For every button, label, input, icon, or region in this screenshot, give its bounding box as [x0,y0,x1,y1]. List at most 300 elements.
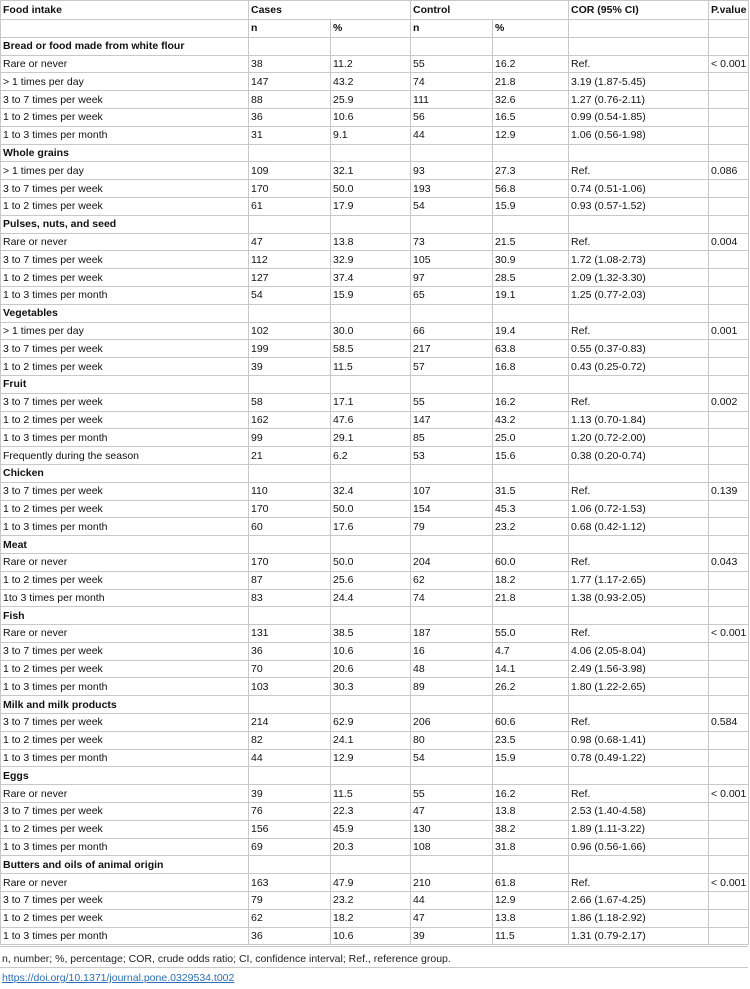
pvalue [709,749,749,767]
cases-n: 127 [249,269,331,287]
control-pct: 61.8 [493,874,569,892]
control-n: 111 [411,91,493,109]
food-item: 1 to 3 times per month [1,678,249,696]
cases-pct: 30.0 [331,322,411,340]
cor: 0.78 (0.49-1.22) [569,749,709,767]
cases-n: 76 [249,803,331,821]
cor: 2.66 (1.67-4.25) [569,892,709,910]
control-n: 147 [411,411,493,429]
empty-cell [331,37,411,55]
cases-pct: 15.9 [331,286,411,304]
cases-pct: 38.5 [331,625,411,643]
subheader-cases-n: n [249,20,331,38]
divider [0,967,748,968]
food-item: > 1 times per day [1,162,249,180]
cor: 0.43 (0.25-0.72) [569,358,709,376]
cor: Ref. [569,874,709,892]
cases-pct: 18.2 [331,909,411,927]
cases-n: 31 [249,126,331,144]
table-row [1,269,749,287]
table-row [1,571,749,589]
cases-pct: 50.0 [331,500,411,518]
control-n: 53 [411,447,493,465]
cor: Ref. [569,393,709,411]
cases-n: 39 [249,785,331,803]
cases-pct: 10.6 [331,108,411,126]
food-item: 1 to 2 times per week [1,571,249,589]
table-row [1,233,749,251]
subheader-blank [709,20,749,38]
table-row [1,447,749,465]
header-pvalue: P.value [709,1,749,20]
control-pct: 15.9 [493,749,569,767]
control-n: 97 [411,269,493,287]
empty-cell [249,536,331,554]
cor: Ref. [569,162,709,180]
control-pct: 21.8 [493,73,569,91]
empty-cell [493,696,569,714]
table-row [1,91,749,109]
pvalue [709,589,749,607]
pvalue: 0.584 [709,714,749,732]
control-n: 62 [411,571,493,589]
control-n: 108 [411,838,493,856]
cases-pct: 32.4 [331,482,411,500]
cases-n: 83 [249,589,331,607]
cases-pct: 25.9 [331,91,411,109]
food-item: 3 to 7 times per week [1,482,249,500]
pvalue [709,892,749,910]
control-pct: 43.2 [493,411,569,429]
control-n: 55 [411,55,493,73]
food-item: 1 to 2 times per week [1,660,249,678]
empty-cell [709,767,749,785]
subheader-control-pct: % [493,20,569,38]
cor: 0.74 (0.51-1.06) [569,180,709,198]
empty-cell [249,464,331,482]
food-item: 1 to 3 times per month [1,518,249,536]
pvalue [709,678,749,696]
pvalue [709,447,749,465]
table-row [1,589,749,607]
control-pct: 4.7 [493,642,569,660]
pvalue [709,269,749,287]
food-item: 1 to 2 times per week [1,500,249,518]
food-item: Rare or never [1,874,249,892]
control-pct: 60.0 [493,553,569,571]
cor: 1.31 (0.79-2.17) [569,927,709,945]
empty-cell [709,464,749,482]
empty-cell [709,37,749,55]
empty-cell [569,607,709,625]
empty-cell [249,856,331,874]
cases-pct: 17.1 [331,393,411,411]
empty-cell [569,856,709,874]
pvalue [709,180,749,198]
empty-cell [249,607,331,625]
food-item: 3 to 7 times per week [1,892,249,910]
control-n: 93 [411,162,493,180]
cases-n: 131 [249,625,331,643]
food-item: 1 to 3 times per month [1,429,249,447]
category-title: Eggs [1,767,249,785]
control-n: 54 [411,749,493,767]
cor: 1.72 (1.08-2.73) [569,251,709,269]
cases-n: 199 [249,340,331,358]
cor: 3.19 (1.87-5.45) [569,73,709,91]
empty-cell [493,304,569,322]
table-row [1,660,749,678]
cases-n: 99 [249,429,331,447]
control-pct: 63.8 [493,340,569,358]
empty-cell [411,375,493,393]
subheader-cases-pct: % [331,20,411,38]
control-pct: 38.2 [493,820,569,838]
pvalue [709,820,749,838]
pvalue: 0.043 [709,553,749,571]
control-pct: 21.5 [493,233,569,251]
cor: 0.55 (0.37-0.83) [569,340,709,358]
table-row [1,678,749,696]
empty-cell [249,375,331,393]
control-n: 79 [411,518,493,536]
cor: 1.80 (1.22-2.65) [569,678,709,696]
empty-cell [709,607,749,625]
food-item: 1 to 3 times per month [1,838,249,856]
control-pct: 27.3 [493,162,569,180]
pvalue [709,803,749,821]
cases-n: 112 [249,251,331,269]
table-row [1,162,749,180]
cases-n: 36 [249,108,331,126]
cases-pct: 23.2 [331,892,411,910]
table-row [1,429,749,447]
cases-pct: 10.6 [331,642,411,660]
empty-cell [569,215,709,233]
empty-cell [331,856,411,874]
cases-n: 38 [249,55,331,73]
food-item: Rare or never [1,553,249,571]
control-pct: 60.6 [493,714,569,732]
pvalue [709,838,749,856]
category-row [1,37,749,55]
category-row [1,464,749,482]
control-pct: 30.9 [493,251,569,269]
control-pct: 11.5 [493,927,569,945]
pvalue: < 0.001 [709,625,749,643]
cases-n: 82 [249,731,331,749]
control-pct: 19.4 [493,322,569,340]
subheader-control-n: n [411,20,493,38]
cases-n: 62 [249,909,331,927]
table-row [1,642,749,660]
cases-pct: 11.5 [331,785,411,803]
cases-n: 156 [249,820,331,838]
pvalue [709,429,749,447]
empty-cell [569,696,709,714]
cor: Ref. [569,322,709,340]
empty-cell [709,375,749,393]
table-row [1,180,749,198]
cases-pct: 11.2 [331,55,411,73]
cor: Ref. [569,482,709,500]
control-n: 55 [411,393,493,411]
food-item: 1 to 2 times per week [1,411,249,429]
empty-cell [569,536,709,554]
control-pct: 21.8 [493,589,569,607]
food-item: 1 to 3 times per month [1,286,249,304]
pvalue [709,91,749,109]
control-n: 206 [411,714,493,732]
cases-pct: 20.3 [331,838,411,856]
pvalue: 0.004 [709,233,749,251]
empty-cell [493,37,569,55]
cases-pct: 20.6 [331,660,411,678]
table-row [1,340,749,358]
category-title: Vegetables [1,304,249,322]
category-title: Milk and milk products [1,696,249,714]
cases-pct: 24.4 [331,589,411,607]
cases-pct: 24.1 [331,731,411,749]
cor: 2.49 (1.56-3.98) [569,660,709,678]
food-item: 3 to 7 times per week [1,91,249,109]
subheader-blank [1,20,249,38]
empty-cell [331,144,411,162]
pvalue [709,73,749,91]
table-row [1,322,749,340]
cases-n: 54 [249,286,331,304]
table-row [1,358,749,376]
cases-n: 88 [249,91,331,109]
cases-n: 162 [249,411,331,429]
table-row [1,286,749,304]
table-row [1,108,749,126]
cases-pct: 22.3 [331,803,411,821]
empty-cell [569,304,709,322]
pvalue: 0.001 [709,322,749,340]
control-n: 130 [411,820,493,838]
cor: 0.98 (0.68-1.41) [569,731,709,749]
header-row [1,1,749,20]
empty-cell [249,144,331,162]
cor: 1.20 (0.72-2.00) [569,429,709,447]
cases-pct: 13.8 [331,233,411,251]
empty-cell [331,607,411,625]
table-row [1,838,749,856]
empty-cell [569,767,709,785]
control-pct: 56.8 [493,180,569,198]
control-pct: 13.8 [493,803,569,821]
table-row [1,411,749,429]
category-title: Meat [1,536,249,554]
cases-n: 61 [249,197,331,215]
control-pct: 19.1 [493,286,569,304]
pvalue: < 0.001 [709,55,749,73]
empty-cell [709,304,749,322]
control-pct: 25.0 [493,429,569,447]
table-body [1,37,749,945]
cases-pct: 17.6 [331,518,411,536]
cor: Ref. [569,714,709,732]
control-n: 187 [411,625,493,643]
cor: Ref. [569,233,709,251]
cases-n: 58 [249,393,331,411]
control-pct: 16.2 [493,55,569,73]
empty-cell [411,856,493,874]
cases-pct: 45.9 [331,820,411,838]
pvalue [709,126,749,144]
control-pct: 45.3 [493,500,569,518]
pvalue: < 0.001 [709,785,749,803]
cor: 4.06 (2.05-8.04) [569,642,709,660]
food-item: 3 to 7 times per week [1,393,249,411]
cases-pct: 50.0 [331,553,411,571]
category-title: Bread or food made from white flour [1,37,249,55]
empty-cell [493,464,569,482]
cases-n: 47 [249,233,331,251]
table-footnote: n, number; %, percentage; COR, crude odds ratio; CI, confidence interval; Ref., reference group. [2,953,451,965]
control-n: 89 [411,678,493,696]
table-row [1,482,749,500]
control-n: 56 [411,108,493,126]
category-row [1,536,749,554]
cor: Ref. [569,55,709,73]
cases-pct: 6.2 [331,447,411,465]
cor: 0.96 (0.56-1.66) [569,838,709,856]
control-n: 107 [411,482,493,500]
empty-cell [493,375,569,393]
pvalue: 0.139 [709,482,749,500]
control-n: 210 [411,874,493,892]
control-n: 48 [411,660,493,678]
divider [0,946,748,947]
cor: Ref. [569,553,709,571]
cases-pct: 47.6 [331,411,411,429]
empty-cell [709,215,749,233]
table-row [1,927,749,945]
control-pct: 13.8 [493,909,569,927]
category-title: Chicken [1,464,249,482]
category-row [1,696,749,714]
empty-cell [331,375,411,393]
cases-pct: 12.9 [331,749,411,767]
empty-cell [411,37,493,55]
cor: 1.89 (1.11-3.22) [569,820,709,838]
control-n: 74 [411,73,493,91]
doi-link[interactable]: https://doi.org/10.1371/journal.pone.0329534.t002 [2,972,235,984]
pvalue [709,927,749,945]
cases-n: 110 [249,482,331,500]
control-n: 217 [411,340,493,358]
cases-n: 170 [249,500,331,518]
table-row [1,625,749,643]
control-pct: 55.0 [493,625,569,643]
category-title: Fruit [1,375,249,393]
control-n: 55 [411,785,493,803]
cases-n: 36 [249,642,331,660]
control-n: 105 [411,251,493,269]
cases-n: 36 [249,927,331,945]
pvalue [709,411,749,429]
cases-n: 103 [249,678,331,696]
food-item: 1 to 3 times per month [1,927,249,945]
control-n: 74 [411,589,493,607]
table-row [1,251,749,269]
cor: 1.06 (0.56-1.98) [569,126,709,144]
table-row [1,731,749,749]
table-row [1,518,749,536]
table-row [1,55,749,73]
cor: 1.77 (1.17-2.65) [569,571,709,589]
empty-cell [709,856,749,874]
food-item: 1 to 2 times per week [1,197,249,215]
category-row [1,856,749,874]
food-item: Rare or never [1,55,249,73]
pvalue [709,251,749,269]
empty-cell [411,536,493,554]
food-item: 1 to 2 times per week [1,358,249,376]
food-item: 1 to 2 times per week [1,108,249,126]
header-cor: COR (95% CI) [569,1,709,20]
cor: Ref. [569,785,709,803]
cor: 1.86 (1.18-2.92) [569,909,709,927]
cor: 1.06 (0.72-1.53) [569,500,709,518]
cases-pct: 29.1 [331,429,411,447]
food-item: 3 to 7 times per week [1,251,249,269]
control-pct: 16.2 [493,785,569,803]
control-n: 54 [411,197,493,215]
cases-n: 79 [249,892,331,910]
empty-cell [411,215,493,233]
control-pct: 31.5 [493,482,569,500]
food-item: 3 to 7 times per week [1,714,249,732]
pvalue [709,731,749,749]
category-title: Butters and oils of animal origin [1,856,249,874]
cases-n: 87 [249,571,331,589]
control-n: 47 [411,909,493,927]
cases-pct: 9.1 [331,126,411,144]
cor: 2.53 (1.40-4.58) [569,803,709,821]
empty-cell [249,696,331,714]
header-food-intake: Food intake [1,1,249,20]
control-pct: 12.9 [493,892,569,910]
control-pct: 15.9 [493,197,569,215]
food-item: 1 to 3 times per month [1,749,249,767]
category-row [1,607,749,625]
empty-cell [411,696,493,714]
empty-cell [411,464,493,482]
control-pct: 31.8 [493,838,569,856]
pvalue [709,108,749,126]
empty-cell [493,536,569,554]
table-row [1,393,749,411]
cases-pct: 50.0 [331,180,411,198]
header-cases: Cases [249,1,411,20]
empty-cell [331,536,411,554]
category-title: Pulses, nuts, and seed [1,215,249,233]
control-n: 66 [411,322,493,340]
control-pct: 16.8 [493,358,569,376]
empty-cell [249,304,331,322]
category-title: Whole grains [1,144,249,162]
pvalue: < 0.001 [709,874,749,892]
empty-cell [411,767,493,785]
control-pct: 16.2 [493,393,569,411]
pvalue: 0.086 [709,162,749,180]
empty-cell [493,607,569,625]
pvalue [709,340,749,358]
empty-cell [331,696,411,714]
